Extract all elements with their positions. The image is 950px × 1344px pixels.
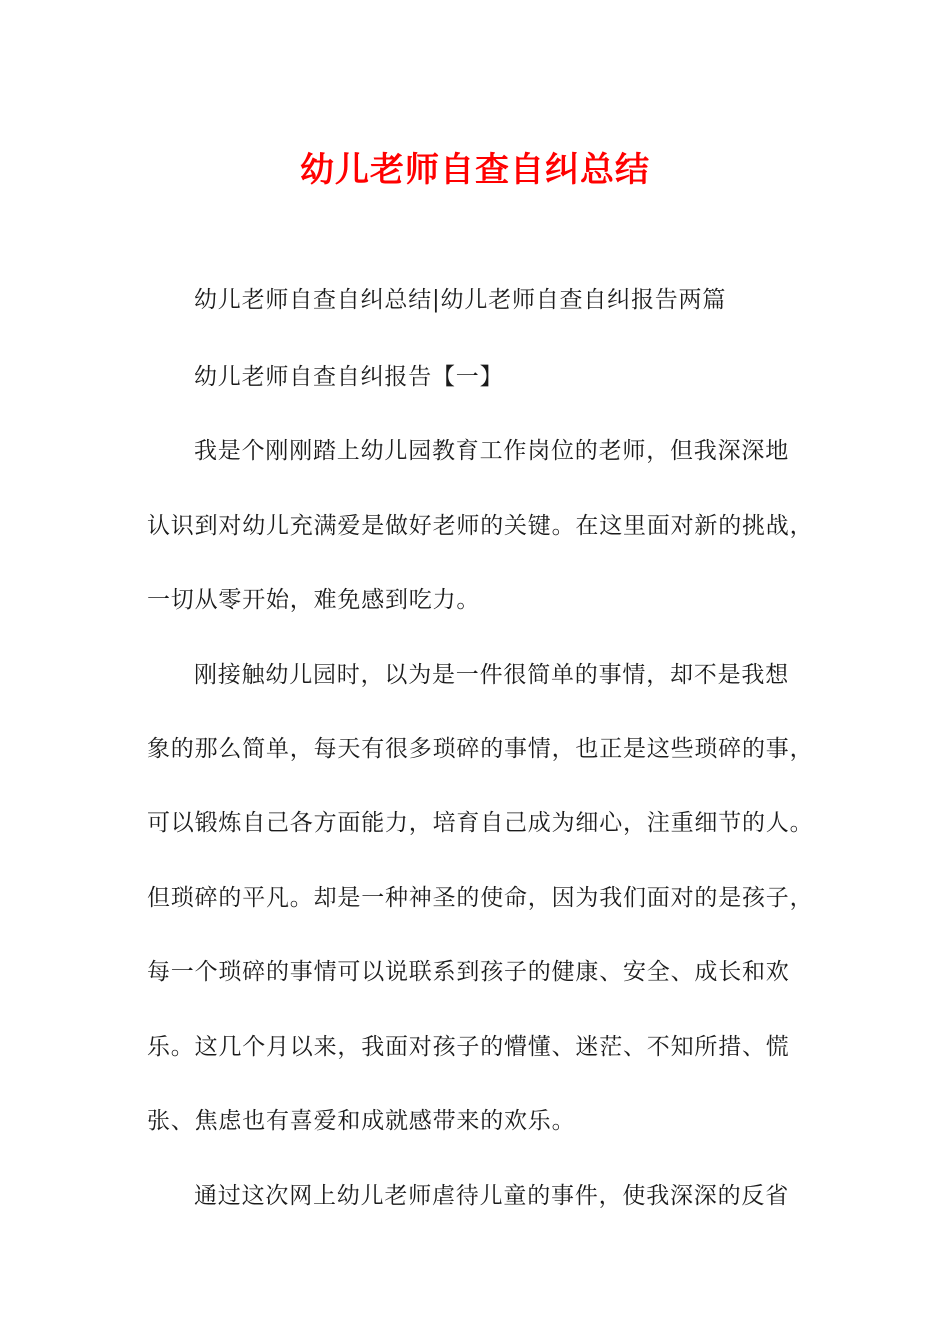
paragraph-line: 乐。这几个月以来，我面对孩子的懵懂、迷茫、不知所措、慌 xyxy=(147,1034,790,1060)
paragraph-line: 通过这次网上幼儿老师虐待儿童的事件，使我深深的反省 xyxy=(194,1183,789,1209)
paragraph-line: 但琐碎的平凡。却是一种神圣的使命，因为我们面对的是孩子， xyxy=(147,885,814,911)
subtitle-line: 幼儿老师自查自纠总结|幼儿老师自查自纠报告两篇 xyxy=(194,287,727,313)
paragraph-line: 认识到对幼儿充满爱是做好老师的关键。在这里面对新的挑战， xyxy=(147,513,814,539)
paragraph-line: 每一个琐碎的事情可以说联系到孩子的健康、安全、成长和欢 xyxy=(147,959,790,985)
paragraph-line: 象的那么简单，每天有很多琐碎的事情，也正是这些琐碎的事， xyxy=(147,736,814,762)
document-title: 幼儿老师自查自纠总结 xyxy=(300,150,650,190)
paragraph-line: 我是个刚刚踏上幼儿园教育工作岗位的老师，但我深深地 xyxy=(194,438,789,464)
paragraph-line: 一切从零开始，难免感到吃力。 xyxy=(147,587,481,613)
paragraph-line: 可以锻炼自己各方面能力，培育自己成为细心，注重细节的人。 xyxy=(147,810,814,836)
paragraph-line: 刚接触幼儿园时，以为是一件很简单的事情，却不是我想 xyxy=(194,662,789,688)
paragraph-line: 张、焦虑也有喜爱和成就感带来的欢乐。 xyxy=(147,1108,576,1134)
section-heading: 幼儿老师自查自纠报告【一】 xyxy=(194,364,504,390)
